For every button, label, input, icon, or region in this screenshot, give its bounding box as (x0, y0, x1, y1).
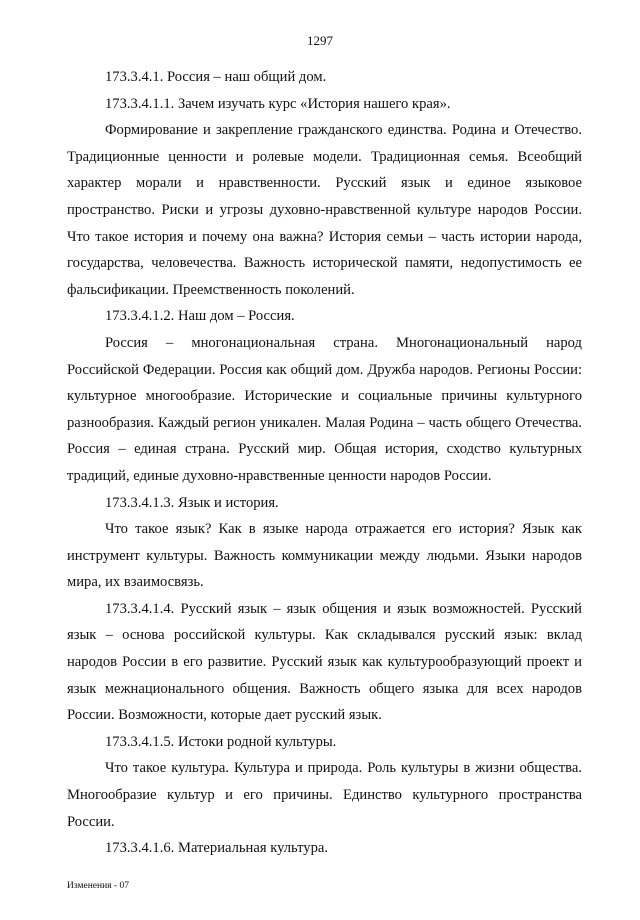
section-heading: 173.3.4.1.1. Зачем изучать курс «История нашего края». (105, 95, 451, 112)
document-body (67, 64, 582, 862)
body-paragraph: 173.3.4.1.4. Русский язык – язык общения и язык возможностей. Русский язык – основа российской культуры. Как складывался русский язык: вклад народов России в его развитие. Русский язык как культурообразующий проект и язык межнационального общения. Важность общего языка для всех народов России. Возможности, которые дает русский язык. (67, 600, 582, 724)
footer-note: Изменения - 07 (67, 881, 129, 891)
body-paragraph: Что такое язык? Как в языке народа отражается его история? Язык как инструмент культуры. Важность коммуникации между людьми. Языки народов мира, их взаимосвязь. (67, 521, 582, 591)
body-paragraph: Россия – многонациональная страна. Многонациональный народ Российской Федерации. Россия как общий дом. Дружба народов. Регионы России: культурное многообразие. Исторические и социальные причины культурного разнообразия. Каждый регион уникален. Малая Родина – часть общего Отечества. Россия – единая страна. Русский мир. Общая история, сходство культурных традиций, единые духовно-нравственные ценности народов России. (67, 334, 582, 484)
body-paragraph: Формирование и закрепление гражданского единства. Родина и Отечество. Традиционные ценности и ролевые модели. Традиционная семья. Всеобщий характер морали и нравственности. Русский язык и единое языковое пространство. Риски и угрозы духовно-нравственной культуре народов России. Что такое история и почему она важна? История семьи – часть истории народа, государства, человечества. Важность исторической памяти, недопустимость ее фальсификации. Преемственность поколений. (67, 122, 582, 298)
section-heading: 173.3.4.1.3. Язык и история. (105, 494, 279, 511)
section-heading: 173.3.4.1.5. Истоки родной культуры. (105, 733, 337, 750)
section-heading: 173.3.4.1.6. Материальная культура. (105, 840, 329, 857)
page-number: 1297 (307, 33, 333, 48)
section-heading: 173.3.4.1.2. Наш дом – Россия. (105, 308, 295, 325)
section-heading: 173.3.4.1. Россия – наш общий дом. (105, 69, 327, 85)
body-paragraph: Что такое культура. Культура и природа. Роль культуры в жизни общества. Многообразие культур и его причины. Единство культурного пространства России. (67, 760, 582, 830)
